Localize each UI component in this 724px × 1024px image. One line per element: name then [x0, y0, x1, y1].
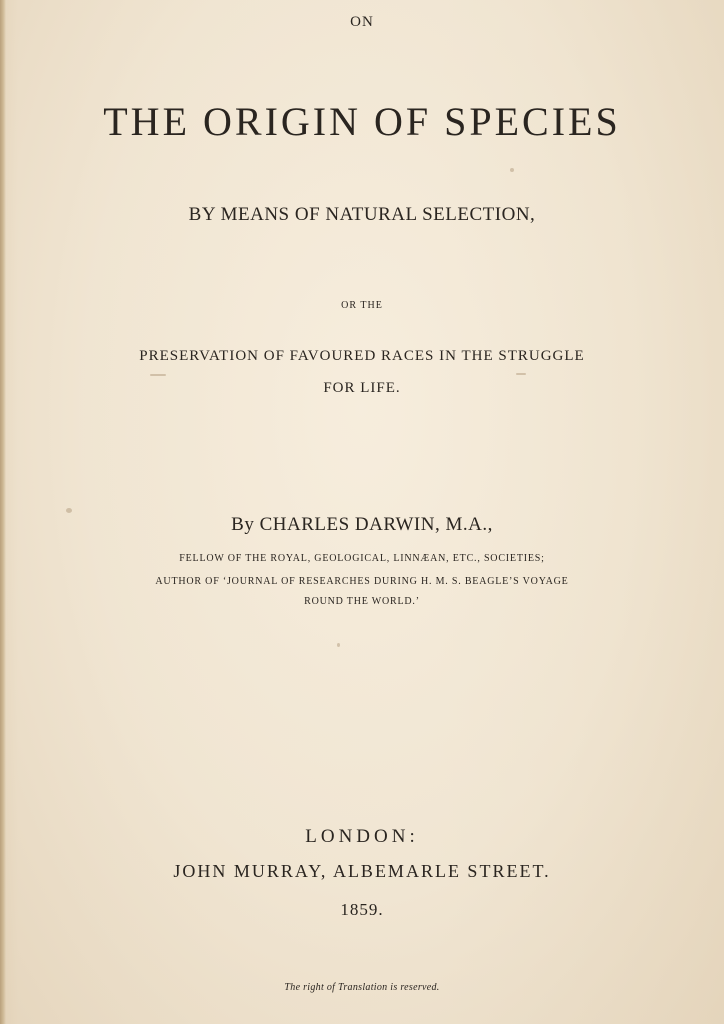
subtitle-preservation-line-2: FOR LIFE. — [323, 380, 401, 396]
publication-year: 1859. — [340, 900, 384, 919]
foxing-spot — [66, 508, 72, 513]
publication-city: LONDON: — [305, 826, 419, 847]
book-title: THE ORIGIN OF SPECIES — [103, 99, 621, 144]
publisher: JOHN MURRAY, ALBEMARLE STREET. — [173, 861, 551, 881]
author-works-line-2: ROUND THE WORLD.’ — [304, 596, 420, 607]
foxing-spot — [510, 168, 514, 172]
subtitle-preservation-line-1: PRESERVATION OF FAVOURED RACES IN THE STRUGGLE — [139, 348, 585, 364]
rights-notice: The right of Translation is reserved. — [284, 982, 440, 993]
foxing-spot — [337, 643, 340, 647]
foxing-spot — [150, 374, 166, 376]
author-credentials: FELLOW OF THE ROYAL, GEOLOGICAL, LINNÆAN, ETC., SOCIETIES; — [179, 553, 545, 564]
author-works-line-1: AUTHOR OF ‘JOURNAL OF RESEARCHES DURING H. M. S. BEAGLE’S VOYAGE — [155, 576, 569, 587]
title-preposition: ON — [350, 14, 374, 30]
author-name: By CHARLES DARWIN, M.A., — [231, 514, 493, 535]
subtitle-connector: OR THE — [341, 300, 383, 311]
subtitle-means: BY MEANS OF NATURAL SELECTION, — [188, 204, 536, 225]
foxing-spot — [516, 373, 526, 375]
